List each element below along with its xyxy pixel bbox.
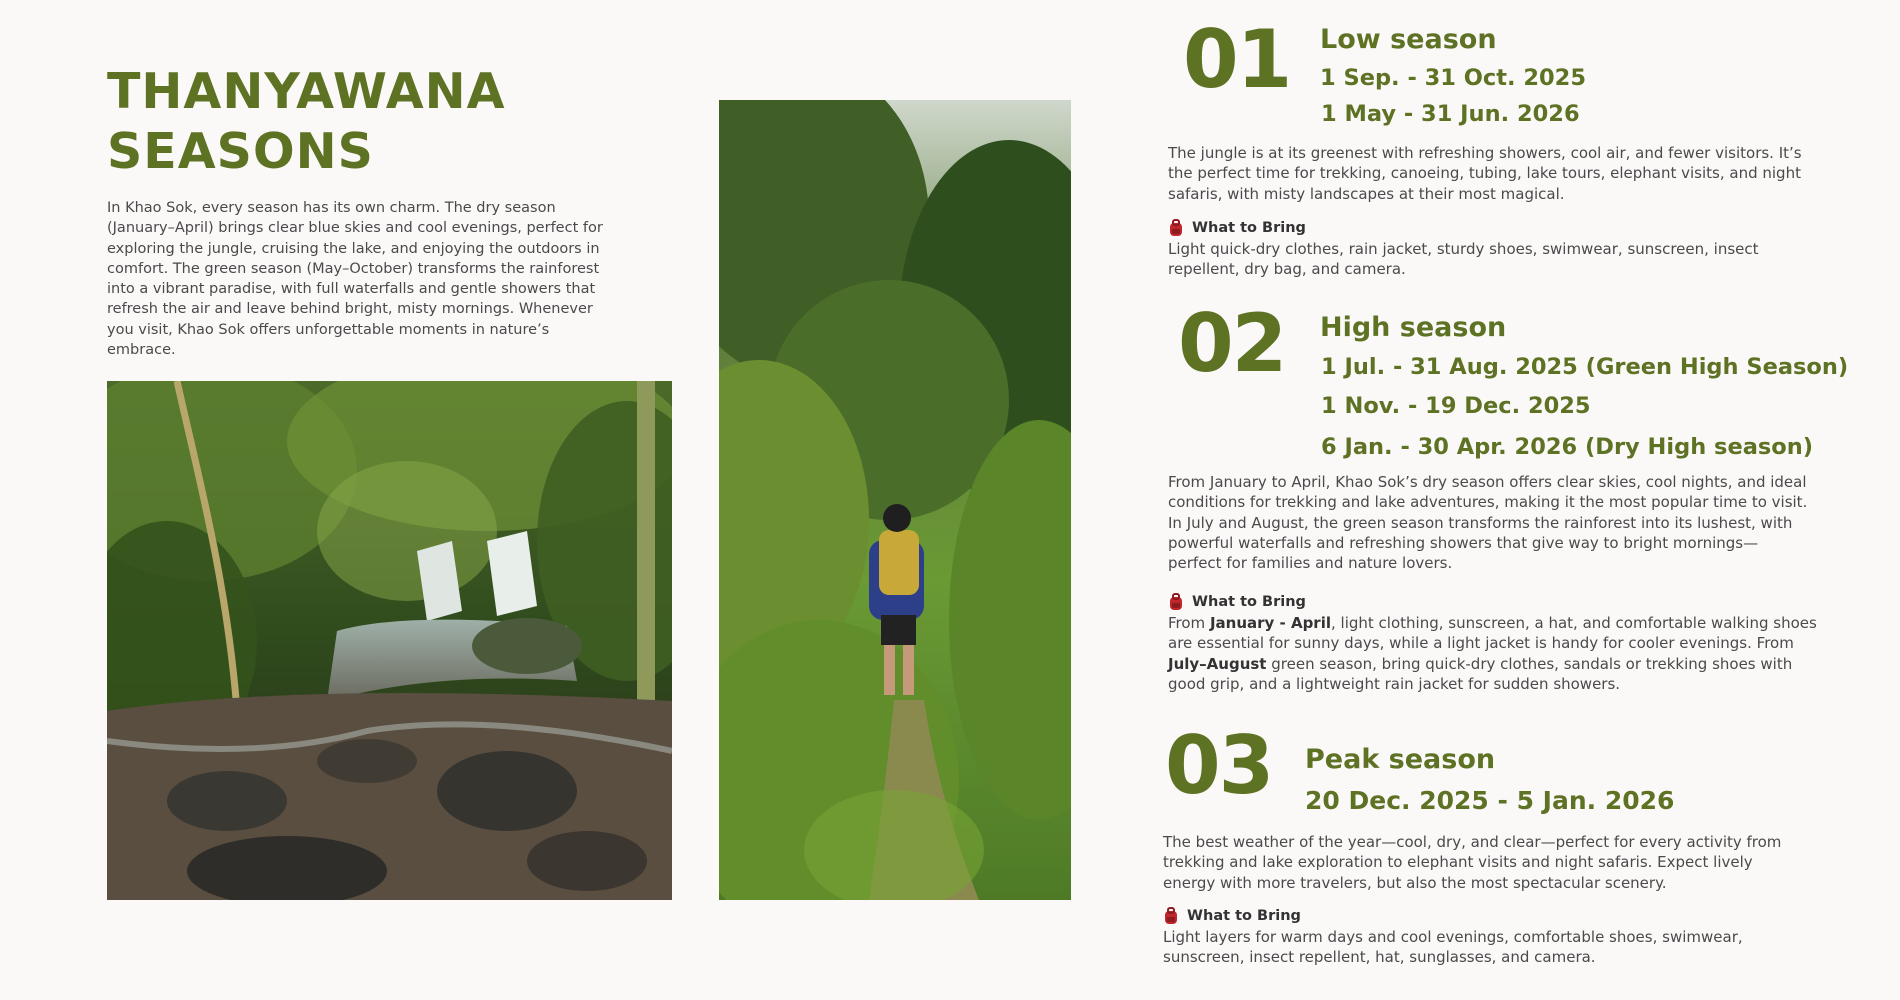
what-to-bring-list: Light layers for warm days and cool evenings, comfortable shoes, swimwear, sunscreen, insect repellent, hat, sunglasses, and camera.	[1163, 928, 1743, 967]
season-date-range: 1 May - 31 Jun. 2026	[1321, 101, 1580, 127]
bring-text-part: green season, bring quick-dry clothes, sandals or trekking shoes with good grip, and a lightweight rain jacket for sudden showers.	[1168, 654, 1793, 693]
bring-text-part: , light clothing, sunscreen, a hat, and comfortable walking shoes are essential for sunny days, while a light jacket is handy for cooler evenings. From	[1168, 614, 1817, 653]
bring-text-part: From	[1168, 614, 1210, 632]
season-date-range: 1 Sep. - 31 Oct. 2025	[1320, 65, 1586, 91]
bring-text-emphasis: July–August	[1168, 654, 1267, 673]
season-date-range: 1 Nov. - 19 Dec. 2025	[1321, 393, 1591, 419]
backpack-icon	[1168, 593, 1184, 611]
season-title: Peak season	[1305, 744, 1496, 775]
what-to-bring-list	[1168, 613, 1818, 694]
what-to-bring-text: What to Bring	[1192, 594, 1306, 610]
season-description: The jungle is at its greenest with refreshing showers, cool air, and fewer visitors. It’s the perfect time for trekking, canoeing, tubing, lake tours, elephant visits, and night safaris, with misty landscapes at their most magical.	[1168, 144, 1802, 203]
season-title: Low season	[1320, 24, 1497, 55]
bring-text-emphasis: January - April	[1209, 614, 1331, 632]
season-title: High season	[1320, 312, 1507, 343]
what-to-bring-text: What to Bring	[1187, 908, 1301, 924]
page-title-line-1: THANYAWANA	[107, 63, 506, 120]
page-title-line-2: SEASONS	[107, 123, 374, 180]
what-to-bring-label	[1168, 218, 1306, 238]
season-number: 03	[1165, 719, 1273, 812]
season-date-range: 20 Dec. 2025 - 5 Jan. 2026	[1305, 786, 1675, 815]
season-description: The best weather of the year—cool, dry, and clear—perfect for every activity from trekking and lake exploration to elephant visits and night safaris. Expect lively energy with more travelers, but also the most spectacular scenery.	[1163, 833, 1782, 892]
intro-paragraph: In Khao Sok, every season has its own charm. The dry season (January–April) brings clear blue skies and cool evenings, perfect for exploring the jungle, cruising the lake, and enjoying the outdoors in comfort. The green season (May–October) transforms the rainforest into a vibrant paradise, with full waterfalls and gentle showers that refresh the air and leave behind bright, misty mornings. Whenever you visit, Khao Sok offers unforgettable moments in nature’s embrace.	[107, 200, 603, 359]
season-date-range: 6 Jan. - 30 Apr. 2026 (Dry High season)	[1321, 434, 1814, 460]
what-to-bring-text: What to Bring	[1192, 220, 1306, 236]
page-title	[107, 62, 506, 182]
backpack-icon	[1168, 219, 1184, 237]
season-description: From January to April, Khao Sok’s dry season offers clear skies, cool nights, and ideal conditions for trekking and lake adventures, making it the most popular time to visit. In July and August, the green season transforms the rainforest into its lushest, with powerful waterfalls and refreshing showers that give way to bright mornings—perfect for families and nature lovers.	[1168, 473, 1808, 573]
season-date-range: 1 Jul. - 31 Aug. 2025 (Green High Season)	[1321, 354, 1849, 380]
what-to-bring-label	[1168, 592, 1306, 612]
waterfall-photo	[107, 381, 672, 900]
backpack-icon	[1163, 907, 1179, 925]
what-to-bring-label	[1163, 906, 1301, 926]
jungle-trail-photo-illustration	[719, 100, 1071, 900]
waterfall-photo-illustration	[107, 381, 672, 900]
what-to-bring-list: Light quick-dry clothes, rain jacket, sturdy shoes, swimwear, sunscreen, insect repellent, dry bag, and camera.	[1168, 240, 1759, 279]
season-number: 01	[1183, 13, 1291, 106]
season-number: 02	[1178, 297, 1286, 390]
jungle-trail-photo	[719, 100, 1071, 900]
